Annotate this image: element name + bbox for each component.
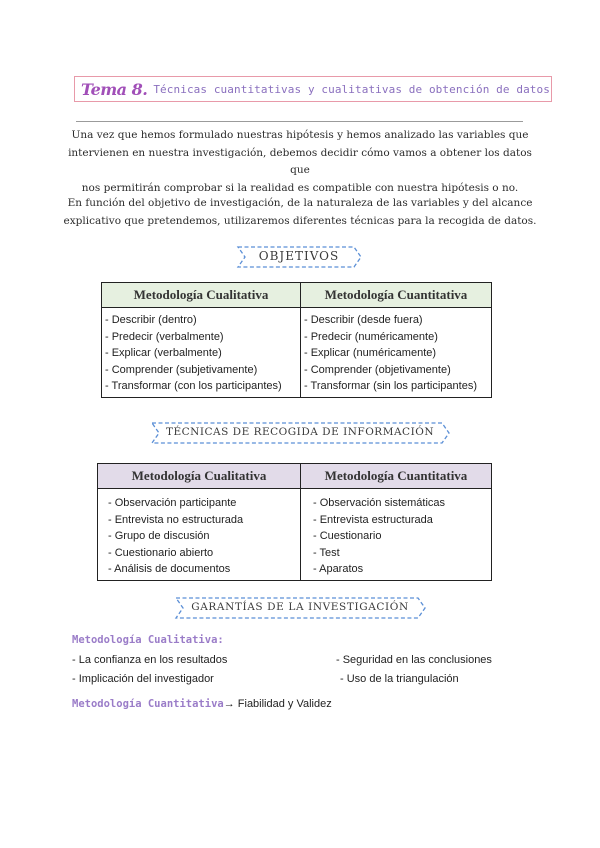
list-item: - Test: [313, 546, 340, 559]
list-item: - Entrevista estructurada: [313, 513, 433, 526]
banner-garantias-label: GARANTÍAS DE LA INVESTIGACIÓN: [191, 601, 409, 613]
list-item: - Análisis de documentos: [108, 563, 231, 575]
table-tecnicas: [97, 463, 492, 581]
tecnicas-cuantitativa-cell: [301, 489, 492, 581]
banner-tecnicas-label: TÉCNICAS DE RECOGIDA DE INFORMACIÓN: [165, 426, 435, 438]
list-item: - Observación sistemáticas: [313, 497, 446, 509]
title-text: Técnicas cuantitativas y cualitativas de obtención de datos: [153, 82, 550, 96]
header-cualitativa: Metodología Cualitativa: [102, 283, 301, 308]
list-item: - Predecir (numéricamente): [304, 330, 438, 343]
garantias-cuantitativa-label: Metodología Cuantitativa: [72, 698, 224, 710]
banner-tecnicas: [150, 422, 450, 444]
garantia-item: - Implicación del investigador: [72, 673, 214, 685]
intro-line: intervienen en nuestra investigación, debemos decidir cómo vamos a obtener los datos que: [68, 146, 532, 176]
garantia-item: - Uso de la triangulación: [340, 673, 459, 685]
objetivos-cualitativa-cell: [102, 308, 301, 398]
banner-objetivos-label: OBJETIVOS: [258, 249, 340, 263]
list-item: - Observación participante: [108, 497, 237, 509]
list-item: - Explicar (numéricamente): [304, 347, 437, 359]
list-item: - Entrevista no estructurada: [108, 513, 244, 526]
header-cuantitativa: Metodología Cuantitativa: [301, 464, 492, 489]
header-cuantitativa: Metodología Cuantitativa: [301, 283, 492, 308]
garantias-cualitativa-label: Metodología Cualitativa:: [72, 634, 224, 646]
list-item: - Transformar (sin los participantes): [304, 380, 477, 392]
list-item: - Describir (desde fuera): [304, 314, 423, 326]
header-cualitativa: Metodología Cualitativa: [98, 464, 301, 489]
list-item: - Transformar (con los participantes): [105, 380, 282, 392]
list-item: - Cuestionario abierto: [108, 546, 214, 559]
garantia-item: - Seguridad en las conclusiones: [336, 654, 492, 666]
divider: [76, 121, 523, 122]
list-item: - Grupo de discusión: [108, 530, 210, 542]
banner-garantias: [174, 597, 426, 619]
table-objetivos: [101, 282, 492, 398]
list-item: - Describir (dentro): [105, 314, 197, 326]
tecnicas-cualitativa-cell: [98, 489, 301, 581]
garantias-cuantitativa-line: [72, 692, 332, 711]
intro-line: nos permitirán comprobar si la realidad es compatible con nuestra hipótesis o no.: [81, 181, 519, 194]
table-row: [102, 308, 492, 398]
intro-paragraph-1: [60, 127, 540, 197]
intro-line: En función del objetivo de investigación, de la naturaleza de las variables y del alcance: [67, 197, 533, 209]
objetivos-cuantitativa-cell: [301, 308, 492, 398]
list-item: - Comprender (objetivamente): [304, 363, 451, 376]
banner-objetivos: [236, 246, 362, 268]
title-tema: Tema 8.: [81, 79, 148, 99]
intro-line: explicativo que pretendemos, utilizaremos diferentes técnicas para la recogida de datos.: [63, 214, 537, 227]
intro-line: Una vez que hemos formulado nuestras hipótesis y hemos analizado las variables que: [71, 129, 529, 141]
table-header-row: [102, 283, 492, 308]
list-item: - Aparatos: [313, 563, 364, 575]
list-item: - Explicar (verbalmente): [105, 347, 222, 359]
intro-paragraph-2: [60, 195, 540, 230]
list-item: - Comprender (subjetivamente): [105, 363, 258, 376]
table-header-row: [98, 464, 492, 489]
garantia-item: - La confianza en los resultados: [72, 654, 228, 666]
list-item: - Cuestionario: [313, 530, 382, 542]
list-item: - Predecir (verbalmente): [105, 330, 224, 343]
garantias-cuantitativa-text: → Fiabilidad y Validez: [223, 698, 332, 710]
title-box: [74, 76, 552, 102]
table-row: [98, 489, 492, 581]
